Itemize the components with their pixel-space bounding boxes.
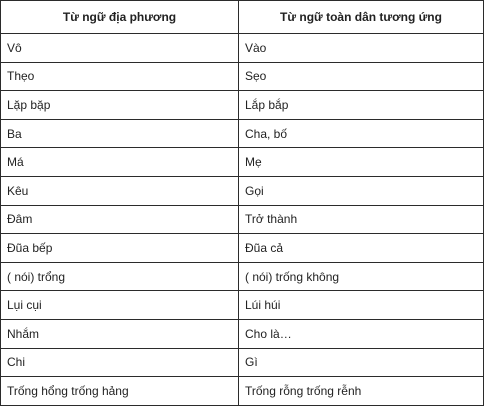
standard-word-cell: Cha, bố (239, 119, 484, 148)
dialect-word-cell: Má (1, 148, 239, 177)
dialect-word-cell: Lụi cụi (1, 291, 239, 320)
header-standard-words: Từ ngữ toàn dân tương ứng (239, 1, 484, 34)
table-row (1, 34, 484, 63)
dialect-word-cell: Nhắm (1, 319, 239, 348)
table-row (1, 62, 484, 91)
table-row (1, 234, 484, 263)
standard-word-cell: Trở thành (239, 205, 484, 234)
header-row (1, 1, 484, 34)
table-row (1, 262, 484, 291)
standard-word-cell: Trống rỗng trống rễnh (239, 377, 484, 406)
dialect-word-cell: Kêu (1, 176, 239, 205)
standard-word-cell: ( nói) trống không (239, 262, 484, 291)
standard-word-cell: Đũa cả (239, 234, 484, 263)
dialect-word-cell: Ba (1, 119, 239, 148)
standard-word-cell: Mẹ (239, 148, 484, 177)
dialect-word-cell: ( nói) trổng (1, 262, 239, 291)
standard-word-cell: Gì (239, 348, 484, 377)
standard-word-cell: Vào (239, 34, 484, 63)
standard-word-cell: Gọi (239, 176, 484, 205)
header-dialect-words: Từ ngữ địa phương (1, 1, 239, 34)
dialect-word-cell: Thẹo (1, 62, 239, 91)
dialect-word-cell: Lặp bặp (1, 91, 239, 120)
dialect-word-cell: Đũa bếp (1, 234, 239, 263)
table-row (1, 319, 484, 348)
dialect-word-cell: Chi (1, 348, 239, 377)
standard-word-cell: Lúi húi (239, 291, 484, 320)
table-row (1, 348, 484, 377)
table-row (1, 291, 484, 320)
table-row (1, 377, 484, 406)
table-row (1, 205, 484, 234)
table-row (1, 91, 484, 120)
table-row (1, 119, 484, 148)
dialect-word-cell: Vô (1, 34, 239, 63)
table-row (1, 176, 484, 205)
dialect-word-cell: Trống hổng trống hảng (1, 377, 239, 406)
standard-word-cell: Sẹo (239, 62, 484, 91)
standard-word-cell: Lắp bắp (239, 91, 484, 120)
standard-word-cell: Cho là… (239, 319, 484, 348)
dialect-word-cell: Đâm (1, 205, 239, 234)
table-row (1, 148, 484, 177)
